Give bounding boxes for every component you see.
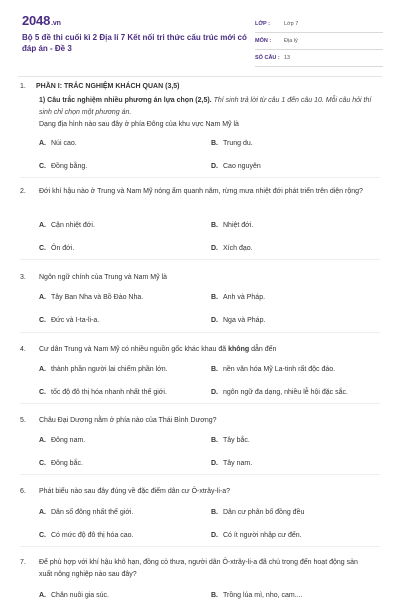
- option-a[interactable]: A. Cận nhiệt đới.: [39, 222, 95, 229]
- question-divider: [20, 474, 380, 475]
- question-item: [20, 415, 382, 427]
- option-b[interactable]: B. Tây bắc.: [211, 437, 250, 444]
- option-d[interactable]: D. Xích đạo.: [211, 245, 253, 252]
- option-a[interactable]: A. Núi cao.: [39, 140, 77, 147]
- question-divider: [20, 177, 380, 178]
- question-text: Đới khí hậu nào ở Trung và Nam Mỹ nóng ẩm quanh năm, rừng mưa nhiệt đới phát triển trên diện rộng?: [39, 188, 363, 195]
- question-text: Ngôn ngữ chính của Trung và Nam Mỹ là: [39, 274, 168, 281]
- intro-bold: 1) Câu trắc nghiệm nhiều phương án lựa chọn (2,5).: [39, 97, 212, 104]
- option-b[interactable]: B. Trồng lúa mì, nho, cam....: [211, 592, 303, 599]
- question-divider: [20, 403, 380, 404]
- question-number: 4.: [20, 346, 26, 353]
- logo-suffix: .vn: [51, 20, 61, 27]
- question-stem: [20, 344, 382, 356]
- meta-row-count: [255, 50, 383, 67]
- option-b[interactable]: B. Anh và Pháp.: [211, 294, 266, 301]
- meta-row-subject: [255, 33, 383, 50]
- option-c[interactable]: C. tốc độ đô thị hóa nhanh nhất thế giới.: [39, 389, 167, 396]
- question-item: [20, 272, 382, 284]
- question-number: 5.: [20, 417, 26, 424]
- meta-value: Địa lý: [284, 38, 298, 44]
- logo-text: 2048: [22, 13, 51, 28]
- option-d[interactable]: D. ngôn ngữ đa dạng, nhiều lễ hội đặc sắc.: [211, 389, 348, 396]
- question-stem: [20, 557, 382, 581]
- meta-row-class: [255, 16, 383, 33]
- question-text: Dạng địa hình nào sau đây ở phía Đông của khu vực Nam Mỹ là: [39, 121, 239, 128]
- question-number: 7.: [20, 559, 26, 566]
- question-text: Để phù hợp với khí hậu khô hạn, đồng cỏ thưa, người dân Ô-xtrây-li-a đã chú trọng đến hoạt động sản xuất nông nghiệp nào sau đây?: [39, 559, 358, 578]
- question-text: Châu Đại Dương nằm ở phía nào của Thái Bình Dương?: [39, 417, 217, 424]
- question-item: [20, 344, 382, 356]
- question-emphasis: không: [228, 346, 250, 353]
- document-title: Bộ 5 đề thi cuối kì 2 Địa lí 7 Kết nối tri thức cấu trúc mới có đáp án - Đề 3: [22, 33, 247, 53]
- part-intro: [39, 95, 374, 131]
- option-b[interactable]: B. Dân cư phân bố đồng đều: [211, 509, 305, 516]
- question-stem: [20, 186, 382, 198]
- option-c[interactable]: C. Có mức độ đô thị hóa cao.: [39, 532, 134, 539]
- question-stem: [20, 272, 382, 284]
- question-item: [20, 557, 382, 581]
- option-d[interactable]: D. Cao nguyên: [211, 163, 261, 170]
- part-title: [20, 83, 180, 90]
- meta-key: SỐ CÂU :: [255, 55, 280, 61]
- option-d[interactable]: D. Tây nam.: [211, 460, 253, 467]
- option-c[interactable]: C. Ôn đới.: [39, 245, 75, 252]
- option-b[interactable]: B. nền văn hóa Mỹ La-tinh rất độc đáo.: [211, 366, 336, 373]
- question-number: 2.: [20, 188, 26, 195]
- meta-key: MÔN :: [255, 38, 272, 44]
- question-item: [20, 486, 382, 498]
- option-a[interactable]: A. Đông nam.: [39, 437, 86, 444]
- header-divider: [18, 76, 382, 77]
- option-d[interactable]: D. Có ít người nhập cư đến.: [211, 532, 302, 539]
- question-stem: [20, 486, 382, 498]
- question-divider: [20, 259, 380, 260]
- question-number: 6.: [20, 488, 26, 495]
- question-number: 3.: [20, 274, 26, 281]
- part-heading: PHẦN I: TRẮC NGHIỆM KHÁCH QUAN (3,5): [36, 83, 180, 90]
- question-divider: [20, 332, 380, 333]
- option-c[interactable]: C. Đồng bằng.: [39, 163, 88, 170]
- option-d[interactable]: D. Nga và Pháp.: [211, 317, 266, 324]
- option-a[interactable]: A. Tây Ban Nha và Bồ Đào Nha.: [39, 294, 144, 301]
- page-header: [0, 0, 400, 70]
- question-item: [20, 186, 382, 198]
- meta-value: Lớp 7: [284, 21, 299, 27]
- document-meta: [255, 16, 383, 67]
- meta-key: LỚP :: [255, 21, 270, 27]
- option-c[interactable]: C. Đông bắc.: [39, 460, 83, 467]
- question-text: Phát biểu nào sau đây đúng về đặc điểm dân cư Ô-xtrây-li-a?: [39, 488, 231, 495]
- option-c[interactable]: C. Đức và I-ta-li-a.: [39, 317, 100, 324]
- option-a[interactable]: A. Chăn nuôi gia súc.: [39, 592, 109, 599]
- question-text: Cư dân Trung và Nam Mỹ có nhiều nguồn gốc khác khau đã không dẫn đến: [39, 346, 277, 353]
- site-logo[interactable]: [22, 13, 61, 28]
- option-a[interactable]: A. thành phần người lai chiếm phần lớn.: [39, 366, 168, 373]
- question-number: 1.: [20, 83, 26, 90]
- intro-italic: Thí sinh trả lời từ câu 1 đến câu 10. Mỗi câu hỏi thí sinh chỉ chọn một phương án.: [39, 97, 372, 116]
- option-b[interactable]: B. Nhiệt đới.: [211, 222, 254, 229]
- question-divider: [20, 546, 380, 547]
- option-a[interactable]: A. Dân số đông nhất thế giới.: [39, 509, 134, 516]
- option-b[interactable]: B. Trung du.: [211, 140, 253, 147]
- question-stem: [20, 415, 382, 427]
- meta-value: 13: [284, 55, 291, 61]
